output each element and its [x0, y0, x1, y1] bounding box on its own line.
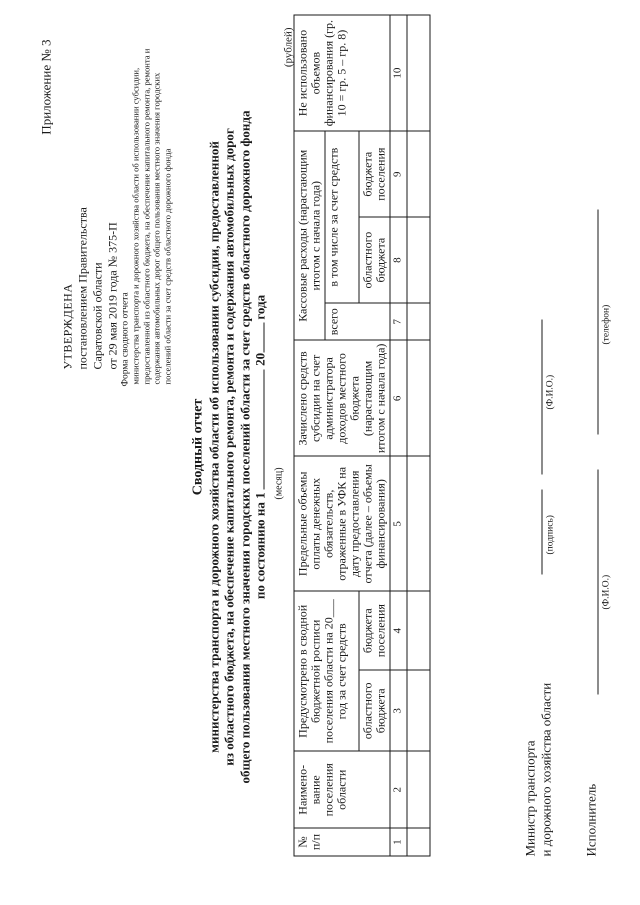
header-col-2: Наимено-вание поселения области [294, 751, 390, 828]
table-cell [407, 340, 430, 456]
date-prefix: по состоянию на 1 [252, 492, 268, 600]
header-col-9: бюджета поселения [359, 131, 390, 217]
form-description: министерства транспорта и дорожного хозяйства области об использовании субсидии, предоставленной из областного бюджета, на обеспечение капитального ремонта, ремонта и содержания автомобильных дорог общего пользования местного значения городских поселений области за счет средств областного дорожного фонда [130, 48, 173, 385]
table-cell [407, 828, 430, 856]
approved-line: Саратовской области [90, 262, 105, 370]
header-col-6: Зачислено средств субсидии на счет администратора доходов местного бюджета (нарастающим итогом с начала года) [294, 340, 390, 456]
report-title-line: из областного бюджета, на обеспечение капитального ремонта, ремонта и содержания автомобильных дорог [221, 128, 237, 766]
header-planned-group: Предусмотрено в сводной бюджетной росписи поселения области на 20___ год за счет средств [294, 591, 359, 751]
column-number: 8 [390, 217, 407, 303]
appendix-number: Приложение № 3 [38, 39, 54, 135]
fio-label: (Ф.И.О.) [545, 374, 556, 410]
month-blank [253, 369, 265, 489]
document-page [1, 0, 640, 905]
fio-line [542, 320, 543, 475]
approved-line: постановлением Правительства [75, 207, 90, 370]
table-cell [407, 15, 430, 131]
date-suffix: года [252, 294, 268, 320]
table-cell [407, 591, 430, 670]
column-number: 2 [390, 751, 407, 828]
report-heading [191, 110, 269, 785]
executor-fio-line [598, 470, 599, 695]
phone-line [598, 210, 599, 435]
column-number: 3 [390, 670, 407, 751]
table-cell [407, 303, 430, 340]
approved-line: УТВЕРЖДЕНА [60, 283, 75, 370]
column-number: 9 [390, 131, 407, 217]
report-table [294, 15, 431, 857]
signature-line [542, 490, 543, 575]
report-date-line [253, 110, 269, 785]
approved-line: от 29 мая 2019 года № 375-П [105, 222, 120, 370]
column-number: 6 [390, 340, 407, 456]
report-title-line: общего пользования местного значения городских поселений области за счет средств областного дорожного фонда [237, 110, 252, 784]
executor-fio-label: (Ф.И.О.) [601, 574, 612, 610]
minister-title: Министр транспорта [522, 740, 538, 857]
form-title: Форма сводного отчета [120, 292, 131, 387]
column-number: 5 [390, 456, 407, 591]
header-cash-group: Кассовые расходы (нарастающим итогом с начала года) [294, 131, 325, 340]
column-number: 7 [390, 303, 407, 340]
executor-label: Исполнитель [583, 783, 599, 857]
header-incl-group: в том числе за счет средств [325, 131, 359, 303]
unit-label: (рублей) [282, 27, 295, 68]
year-blank [253, 323, 265, 353]
column-number: 4 [390, 591, 407, 670]
header-col-1: № п/п [294, 828, 390, 856]
minister-title: и дорожного хозяйства области [538, 682, 554, 857]
column-number: 10 [390, 15, 407, 131]
table-cell [407, 456, 430, 591]
header-col-5: Предельные объемы оплаты денежных обязательств, отраженные в УФК на дату предоставления отчета (далее – объемы финансирования) [294, 456, 390, 591]
column-number: 1 [390, 828, 407, 856]
year-prefix: 20 [252, 352, 268, 366]
report-title-line: министерства транспорта и дорожного хозяйства области об использовании субсидии, предоставленной [206, 141, 221, 753]
header-col-8: областного бюджета [359, 217, 390, 303]
phone-label: (телефон) [601, 304, 612, 345]
report-title: Сводный отчет [190, 398, 206, 496]
signature-label: (подпись) [545, 515, 556, 555]
table-cell [407, 131, 430, 217]
header-col-4: бюджета поселения [359, 591, 390, 670]
table-cell [407, 217, 430, 303]
header-col-3: областного бюджета [359, 670, 390, 751]
form-caption [121, 40, 173, 385]
month-label: (месяц) [273, 467, 285, 500]
table-cell [407, 751, 430, 828]
header-col-7: всего [325, 303, 390, 340]
minister-block [523, 683, 555, 857]
approval-stamp [61, 207, 121, 369]
header-col-10: Не использовано объемов финансирования (гр. 10 = гр. 5 – гр. 8) [294, 15, 390, 131]
table-cell [407, 670, 430, 751]
